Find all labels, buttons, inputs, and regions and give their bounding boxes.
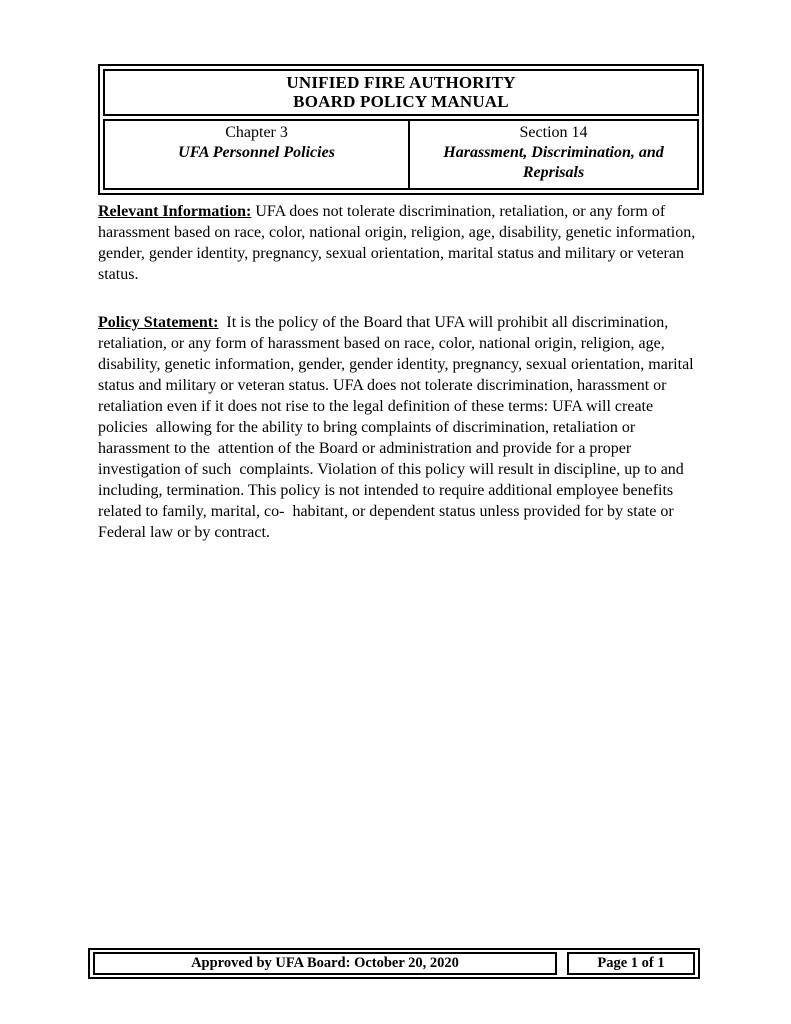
- header-table: [98, 64, 704, 195]
- section-title: Harassment, Discrimination, and Reprisals: [443, 144, 664, 181]
- document-title-line1: UNIFIED FIRE AUTHORITY: [286, 73, 516, 92]
- relevant-information-paragraph: [98, 201, 706, 285]
- policy-statement-text: It is the policy of the Board that UFA will prohibit all discrimination, retaliation, or any form of harassment based on race, color, national origin, religion, age, disability, genetic information, gender, gender identity, pregnancy, sexual orientation, marital status and military or veteran status. UFA does not tolerate discrimination, harassment or retaliation even if it does not rise to the legal definition of these terms: UFA will create policies allowing for the ability to bring complaints of discrimination, retaliation or harassment to the attention of the Board or administration and provide for a proper investigation of such complaints. Violation of this policy will result in discipline, up to and including, termination. This policy is not intended to require additional employee benefits related to family, marital, co- habitant, or dependent status unless provided for by state or Federal law or by contract.: [98, 314, 698, 541]
- policy-statement-label: Policy Statement:: [98, 314, 219, 331]
- document-title-line2: BOARD POLICY MANUAL: [293, 92, 509, 111]
- policy-statement-paragraph: [98, 312, 706, 543]
- header-meta-row: [103, 119, 699, 190]
- section-number: Section 14: [519, 124, 588, 141]
- section-cell: [408, 121, 697, 188]
- page-number-cell: Page 1 of 1: [567, 952, 695, 975]
- approval-cell: Approved by UFA Board: October 20, 2020: [93, 952, 557, 975]
- footer-table: [88, 948, 700, 979]
- document-body: [98, 201, 706, 543]
- chapter-title: UFA Personnel Policies: [178, 144, 335, 161]
- chapter-cell: [105, 121, 408, 188]
- header-title-block: [103, 69, 699, 116]
- relevant-information-label: Relevant Information:: [98, 203, 252, 220]
- relevant-information-text: UFA does not tolerate discrimination, retaliation, or any form of harassment based on race, color, national origin, religion, age, disability, genetic information, gender, gender identity, pregnancy, sexual orientation, marital status and military or veteran status.: [98, 203, 700, 283]
- chapter-number: Chapter 3: [225, 124, 288, 141]
